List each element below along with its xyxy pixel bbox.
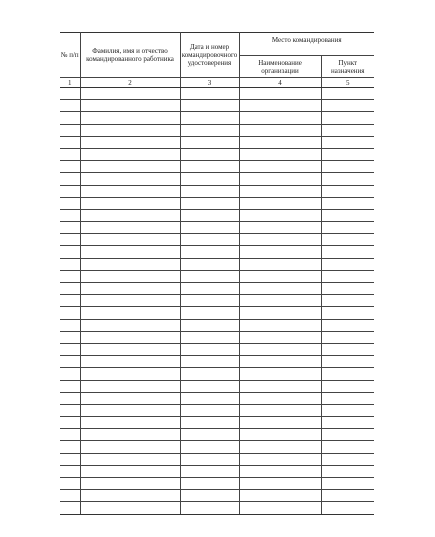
table-cell[interactable] [60, 222, 80, 234]
table-cell[interactable] [60, 295, 80, 307]
table-cell[interactable] [180, 368, 239, 380]
table-cell[interactable] [80, 124, 180, 136]
table-cell[interactable] [80, 136, 180, 148]
table-cell[interactable] [321, 270, 374, 282]
table-row [60, 478, 374, 490]
table-cell[interactable] [239, 404, 321, 416]
table-cell[interactable] [239, 283, 321, 295]
table-cell[interactable] [239, 502, 321, 514]
table-cell[interactable] [60, 331, 80, 343]
table-cell[interactable] [80, 246, 180, 258]
table-cell[interactable] [321, 100, 374, 112]
table-row [60, 368, 374, 380]
table-cell[interactable] [239, 112, 321, 124]
table-cell[interactable] [239, 478, 321, 490]
header-destination-group: Место командирования [239, 33, 374, 56]
table-cell[interactable] [239, 161, 321, 173]
table-cell[interactable] [180, 124, 239, 136]
table-cell[interactable] [80, 88, 180, 100]
table-cell[interactable] [239, 234, 321, 246]
table-cell[interactable] [321, 124, 374, 136]
table-cell[interactable] [80, 441, 180, 453]
table-cell[interactable] [239, 246, 321, 258]
table-cell[interactable] [180, 173, 239, 185]
table-row [60, 417, 374, 429]
table-cell[interactable] [60, 185, 80, 197]
table-cell[interactable] [180, 88, 239, 100]
table-cell[interactable] [239, 368, 321, 380]
table-row [60, 270, 374, 282]
table-cell[interactable] [239, 173, 321, 185]
table-cell[interactable] [321, 465, 374, 477]
table-cell[interactable] [60, 417, 80, 429]
table-cell[interactable] [321, 429, 374, 441]
table-cell[interactable] [321, 246, 374, 258]
table-cell[interactable] [180, 234, 239, 246]
table-cell[interactable] [80, 429, 180, 441]
table-cell[interactable] [180, 197, 239, 209]
table-cell[interactable] [60, 136, 80, 148]
table-cell[interactable] [321, 222, 374, 234]
table-cell[interactable] [60, 209, 80, 221]
header-organization-name: Наименование организации [239, 56, 321, 78]
table-cell[interactable] [321, 331, 374, 343]
table-cell[interactable] [321, 478, 374, 490]
table-cell[interactable] [321, 441, 374, 453]
table-row [60, 307, 374, 319]
table-cell[interactable] [60, 380, 80, 392]
table-cell[interactable] [60, 368, 80, 380]
table-cell[interactable] [80, 465, 180, 477]
table-cell[interactable] [80, 222, 180, 234]
column-number: 4 [239, 78, 321, 88]
table-cell[interactable] [321, 392, 374, 404]
table-cell[interactable] [60, 453, 80, 465]
table-cell[interactable] [60, 465, 80, 477]
table-cell[interactable] [321, 88, 374, 100]
table-cell[interactable] [80, 283, 180, 295]
table-cell[interactable] [239, 100, 321, 112]
table-cell[interactable] [321, 173, 374, 185]
table-cell[interactable] [60, 124, 80, 136]
business-trip-register-form [60, 32, 374, 515]
table-row [60, 197, 374, 209]
table-row [60, 502, 374, 514]
table-cell[interactable] [239, 185, 321, 197]
table-cell[interactable] [60, 392, 80, 404]
table-cell[interactable] [180, 283, 239, 295]
table-cell[interactable] [180, 478, 239, 490]
table-row [60, 404, 374, 416]
table-cell[interactable] [60, 173, 80, 185]
table-cell[interactable] [60, 502, 80, 514]
table-cell[interactable] [239, 148, 321, 160]
table-cell[interactable] [239, 465, 321, 477]
table-cell[interactable] [60, 148, 80, 160]
table-row [60, 173, 374, 185]
table-cell[interactable] [80, 161, 180, 173]
table-cell[interactable] [321, 319, 374, 331]
table-cell[interactable] [80, 368, 180, 380]
table-row [60, 441, 374, 453]
table-cell[interactable] [80, 234, 180, 246]
table-cell[interactable] [321, 404, 374, 416]
table-row [60, 258, 374, 270]
table-cell[interactable] [60, 197, 80, 209]
table-cell[interactable] [321, 148, 374, 160]
table-cell[interactable] [239, 136, 321, 148]
table-cell[interactable] [180, 465, 239, 477]
table-cell[interactable] [180, 258, 239, 270]
table-row [60, 295, 374, 307]
table-row [60, 88, 374, 100]
table-row [60, 234, 374, 246]
table-cell[interactable] [180, 502, 239, 514]
header-certificate-date-number: Дата и номер командировочного удостоверения [180, 33, 239, 78]
table-row [60, 331, 374, 343]
table-cell[interactable] [321, 234, 374, 246]
table-cell[interactable] [239, 490, 321, 502]
table-cell[interactable] [321, 356, 374, 368]
table-cell[interactable] [180, 343, 239, 355]
table-cell[interactable] [60, 343, 80, 355]
table-cell[interactable] [80, 258, 180, 270]
table-cell[interactable] [239, 429, 321, 441]
table-cell[interactable] [180, 222, 239, 234]
table-cell[interactable] [321, 380, 374, 392]
table-cell[interactable] [180, 148, 239, 160]
table-cell[interactable] [60, 234, 80, 246]
table-cell[interactable] [180, 209, 239, 221]
table-cell[interactable] [60, 112, 80, 124]
table-row [60, 112, 374, 124]
table-row [60, 100, 374, 112]
table-cell[interactable] [239, 453, 321, 465]
table-row [60, 392, 374, 404]
table-cell[interactable] [180, 331, 239, 343]
table-cell[interactable] [321, 368, 374, 380]
header-employee-name: Фамилия, имя и отчество командированного работника [80, 33, 180, 78]
column-number: 1 [60, 78, 80, 88]
table-cell[interactable] [239, 270, 321, 282]
table-cell[interactable] [60, 88, 80, 100]
table-cell[interactable] [180, 246, 239, 258]
table-cell[interactable] [180, 490, 239, 502]
table-row [60, 161, 374, 173]
table-cell[interactable] [321, 197, 374, 209]
table-row [60, 185, 374, 197]
table-cell[interactable] [60, 100, 80, 112]
header-row-number: № п/п [60, 33, 80, 78]
table-cell[interactable] [80, 356, 180, 368]
table-row [60, 453, 374, 465]
table-cell[interactable] [80, 392, 180, 404]
table-cell[interactable] [321, 136, 374, 148]
table-cell[interactable] [239, 222, 321, 234]
table-row [60, 222, 374, 234]
table-cell[interactable] [180, 185, 239, 197]
table-cell[interactable] [239, 441, 321, 453]
table-cell[interactable] [180, 319, 239, 331]
column-number: 2 [80, 78, 180, 88]
table-cell[interactable] [239, 209, 321, 221]
table-cell[interactable] [80, 331, 180, 343]
table-cell[interactable] [80, 197, 180, 209]
table-row [60, 319, 374, 331]
table-cell[interactable] [60, 246, 80, 258]
table-cell[interactable] [80, 100, 180, 112]
table-cell[interactable] [180, 161, 239, 173]
table-cell[interactable] [60, 161, 80, 173]
table-cell[interactable] [239, 392, 321, 404]
table-cell[interactable] [239, 197, 321, 209]
table-cell[interactable] [239, 380, 321, 392]
table-row [60, 429, 374, 441]
table-cell[interactable] [180, 356, 239, 368]
table-cell[interactable] [80, 209, 180, 221]
table-row [60, 124, 374, 136]
column-number: 5 [321, 78, 374, 88]
table-cell[interactable] [239, 258, 321, 270]
table-cell[interactable] [80, 478, 180, 490]
table-cell[interactable] [80, 319, 180, 331]
table-cell[interactable] [239, 319, 321, 331]
table-cell[interactable] [180, 270, 239, 282]
table-row [60, 148, 374, 160]
table-cell[interactable] [321, 490, 374, 502]
table-cell[interactable] [60, 490, 80, 502]
table-cell[interactable] [321, 258, 374, 270]
table-cell[interactable] [180, 453, 239, 465]
table-cell[interactable] [80, 185, 180, 197]
table-row [60, 356, 374, 368]
table-cell[interactable] [180, 307, 239, 319]
table-cell[interactable] [321, 185, 374, 197]
table-cell[interactable] [60, 258, 80, 270]
table-cell[interactable] [80, 307, 180, 319]
table-cell[interactable] [321, 307, 374, 319]
table-cell[interactable] [80, 453, 180, 465]
table-cell[interactable] [80, 270, 180, 282]
table-cell[interactable] [60, 356, 80, 368]
table-cell[interactable] [321, 161, 374, 173]
table-cell[interactable] [239, 124, 321, 136]
table-cell[interactable] [180, 136, 239, 148]
table-cell[interactable] [80, 380, 180, 392]
table-cell[interactable] [180, 404, 239, 416]
table-cell[interactable] [321, 502, 374, 514]
table-cell[interactable] [321, 343, 374, 355]
register-table [60, 32, 374, 515]
register-body [60, 88, 374, 515]
table-cell[interactable] [239, 331, 321, 343]
table-cell[interactable] [60, 283, 80, 295]
table-cell[interactable] [180, 295, 239, 307]
column-number: 3 [180, 78, 239, 88]
table-cell[interactable] [180, 429, 239, 441]
table-cell[interactable] [80, 343, 180, 355]
table-cell[interactable] [60, 441, 80, 453]
table-cell[interactable] [239, 307, 321, 319]
table-row [60, 246, 374, 258]
table-cell[interactable] [321, 283, 374, 295]
table-cell[interactable] [60, 429, 80, 441]
table-cell[interactable] [239, 343, 321, 355]
table-cell[interactable] [321, 209, 374, 221]
table-cell[interactable] [60, 478, 80, 490]
table-cell[interactable] [239, 295, 321, 307]
table-cell[interactable] [80, 490, 180, 502]
table-cell[interactable] [321, 453, 374, 465]
table-cell[interactable] [239, 356, 321, 368]
table-row [60, 343, 374, 355]
table-row [60, 283, 374, 295]
table-cell[interactable] [239, 88, 321, 100]
table-cell[interactable] [239, 417, 321, 429]
table-cell[interactable] [60, 404, 80, 416]
table-cell[interactable] [321, 417, 374, 429]
table-row [60, 465, 374, 477]
table-cell[interactable] [180, 392, 239, 404]
table-row [60, 209, 374, 221]
table-cell[interactable] [80, 148, 180, 160]
table-cell[interactable] [80, 417, 180, 429]
table-cell[interactable] [180, 441, 239, 453]
table-cell[interactable] [321, 112, 374, 124]
table-cell[interactable] [60, 307, 80, 319]
table-cell[interactable] [80, 404, 180, 416]
table-row [60, 380, 374, 392]
table-cell[interactable] [180, 100, 239, 112]
table-cell[interactable] [180, 417, 239, 429]
table-cell[interactable] [180, 380, 239, 392]
table-row [60, 490, 374, 502]
table-cell[interactable] [80, 112, 180, 124]
table-cell[interactable] [80, 502, 180, 514]
table-cell[interactable] [321, 295, 374, 307]
table-cell[interactable] [180, 112, 239, 124]
table-cell[interactable] [60, 270, 80, 282]
table-cell[interactable] [80, 173, 180, 185]
header-destination-point: Пункт назначения [321, 56, 374, 78]
table-row [60, 136, 374, 148]
table-cell[interactable] [60, 319, 80, 331]
table-cell[interactable] [80, 295, 180, 307]
